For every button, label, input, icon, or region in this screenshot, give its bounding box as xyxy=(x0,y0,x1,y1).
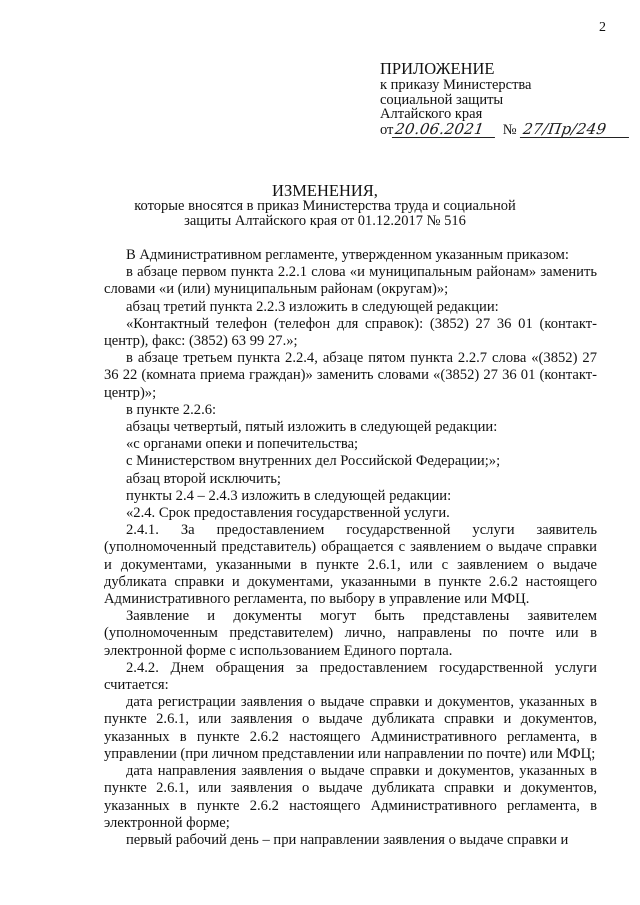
body-paragraph: В Административном регламенте, утвержденном указанным приказом: xyxy=(126,247,569,263)
body-paragraph: пункты 2.4 – 2.4.3 изложить в следующей редакции: xyxy=(126,487,452,504)
body-paragraph: первый рабочий день – при направлении заявления о выдаче справки и xyxy=(126,831,569,848)
handwritten-number: 27/Пр/249 xyxy=(520,122,632,138)
body-paragraph: «2.4. Срок предоставления государственной услуги. xyxy=(126,505,450,522)
body-paragraph: 2.4.2. Днем обращения за предоставлением государственной услуги считается: xyxy=(104,659,597,694)
body-paragraph: дата регистрации заявления о выдаче справки и документов, указанных в пункте 2.6.1, или заявления о выдаче дубликата справки и документов, указанных в пункте 2.6.2 настоящего Административного регламента, в управлении (при личном представлении или направлении по почте) или МФЦ; xyxy=(104,694,597,762)
body-paragraph: абзацы четвертый, пятый изложить в следующей редакции: xyxy=(126,419,498,436)
page-number: 2 xyxy=(599,20,606,35)
appendix-date-line xyxy=(380,119,630,138)
body-paragraph: в пункте 2.2.6: xyxy=(126,401,217,418)
body-paragraph: абзац второй исключить; xyxy=(126,470,281,487)
body-paragraph: абзац третий пункта 2.2.3 изложить в следующей редакции: xyxy=(126,298,499,315)
body-paragraph: дата направления заявления о выдаче справки и документов, указанных в пункте 2.6.1, или заявления о выдаче дубликата справки и документов, указанных в пункте 2.6.2 настоящего Административного регламента, в электронной форме; xyxy=(104,763,597,831)
body-paragraph: «Контактный телефон (телефон для справок): (3852) 27 36 01 (контакт-центр), факс: (3852) 63 99 27.»; xyxy=(104,315,597,350)
appendix-line: Алтайского края xyxy=(380,106,483,122)
appendix-line: социальной защиты xyxy=(380,91,504,108)
date-prefix: от xyxy=(380,121,394,138)
document-body xyxy=(104,247,597,849)
body-paragraph: в абзаце третьем пункта 2.2.4, абзаце пятом пункта 2.2.7 слова «(3852) 27 36 22 (комната приема граждан)» заменить словами «(3852) 27 36 01 (контакт-центр)»; xyxy=(104,350,597,401)
appendix-block xyxy=(380,60,630,138)
number-prefix: № xyxy=(502,121,517,138)
body-paragraph: 2.4.1. За предоставлением государственной услуги заявитель (уполномоченный представитель) обращается с заявлением о выдаче справки и документами, указанными в пункте 2.6.1, или с заявлением о выдаче дубликата справки и документами, указанными в пункте 2.6.2 настоящего Административного регламента, по выбору в управление или МФЦ. xyxy=(104,522,597,608)
appendix-line: к приказу Министерства xyxy=(380,77,532,93)
body-paragraph: «с органами опеки и попечительства; xyxy=(126,436,359,453)
body-paragraph: Заявление и документы могут быть представлены заявителем (уполномоченным представителем) лично, направлены по почте или в электронной форме с использованием Единого портала. xyxy=(104,608,597,659)
heading-line: защиты Алтайского края от 01.12.2017 № 516 xyxy=(184,212,466,229)
heading-line: которые вносятся в приказ Министерства труда и социальной xyxy=(134,198,516,214)
heading-title: ИЗМЕНЕНИЯ, xyxy=(272,181,378,200)
document-heading xyxy=(110,182,540,228)
body-paragraph: с Министерством внутренних дел Российской Федерации;»; xyxy=(126,453,501,470)
body-paragraph: в абзаце первом пункта 2.2.1 слова «и муниципальным районам» заменить словами «и (или) муниципальным районам (округам)»; xyxy=(104,264,597,298)
handwritten-date: 20.06.2021 xyxy=(392,122,498,138)
appendix-title: ПРИЛОЖЕНИЕ xyxy=(380,59,495,78)
